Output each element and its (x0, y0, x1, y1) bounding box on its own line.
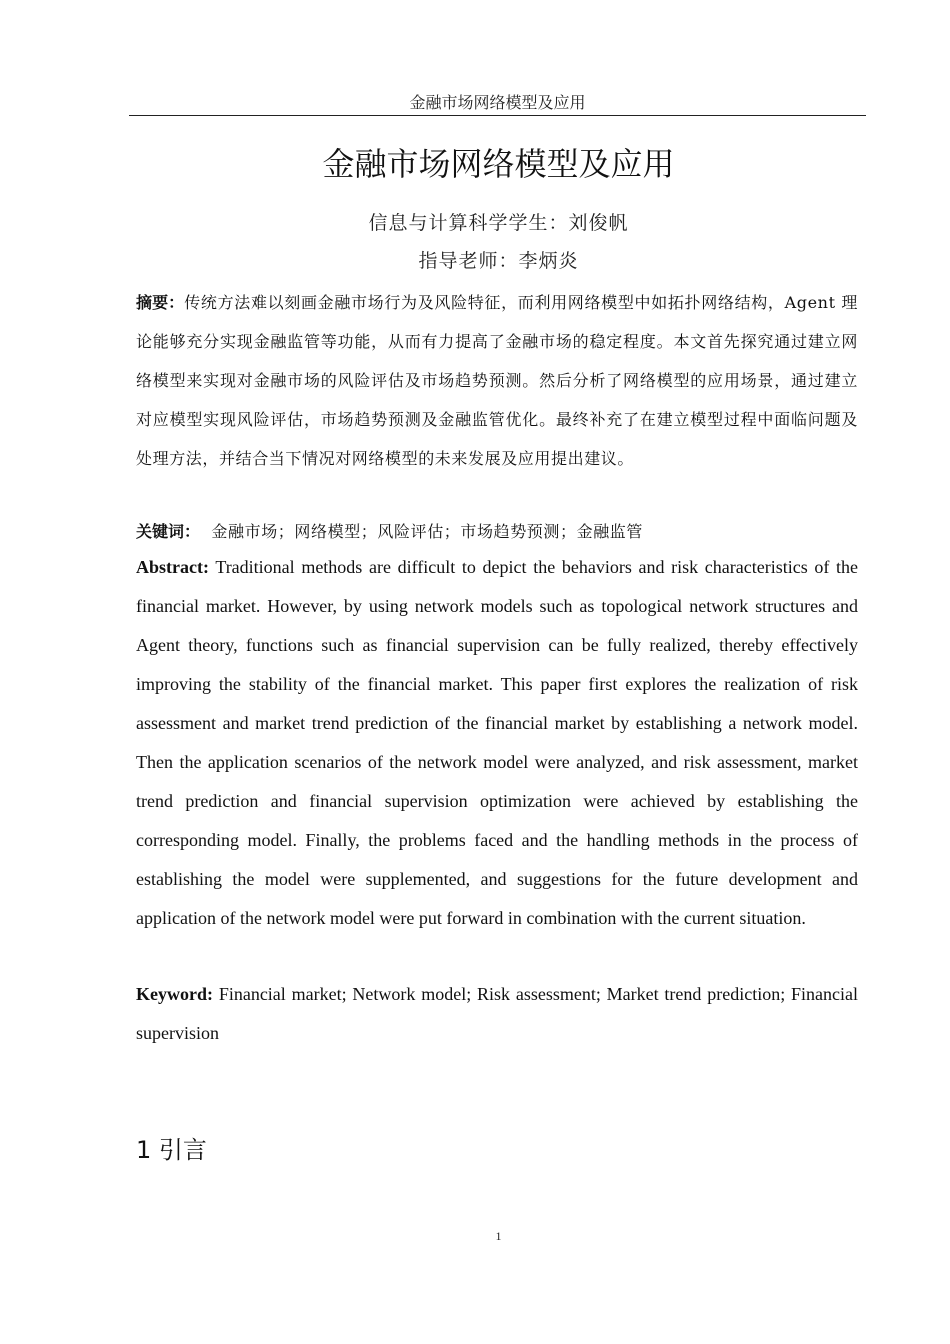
page-number: 1 (495, 1229, 502, 1243)
abstract-en-label: Abstract: (136, 557, 209, 577)
author-line: 信息与计算科学学生：刘俊帆 (368, 212, 629, 234)
abstract-cn-label: 摘要 (136, 293, 169, 312)
keywords-en (136, 975, 858, 1053)
keywords-en-text: Financial market; Network model; Risk assessment; Market trend prediction; Financial supervision (136, 984, 859, 1043)
header-rule (129, 115, 866, 116)
abstract-cn-separator: ： (168, 293, 185, 312)
keywords-cn (136, 512, 858, 551)
running-header: 金融市场网络模型及应用 (409, 93, 586, 112)
page-title: 金融市场网络模型及应用 (322, 145, 675, 183)
abstract-en (136, 548, 858, 938)
advisor-line: 指导老师：李炳炎 (418, 250, 579, 272)
abstract-en-text: Traditional methods are difficult to depict the behaviors and risk characteristics of the financial market. However, by using network models such as topological network structures and Agent theory, functions such as financial supervision can be fully realized, thereby effectively improving the stability of the financial market. This paper first explores the realization of risk assessment and market trend prediction of the financial market by establishing a network model. Then the application scenarios of the network model were analyzed, and risk assessment, market trend prediction and financial supervision optimization were achieved by establishing the corresponding model. Finally, the problems faced and the handling methods in the process of establishing the model were supplemented, and suggestions for the future development and application of the network model were put forward in combination with the current situation. (136, 557, 858, 928)
abstract-cn (136, 283, 858, 478)
keywords-cn-label: 关键词： (136, 522, 201, 541)
keywords-cn-text: 金融市场；网络模型；风险评估；市场趋势预测；金融监管 (211, 522, 643, 541)
keywords-en-label: Keyword: (136, 984, 213, 1004)
section-heading: 1 引言 (136, 1136, 207, 1164)
abstract-cn-text: 传统方法难以刻画金融市场行为及风险特征，而利用网络模型中如拓扑网络结构，Agent 理论能够充分实现金融监管等功能，从而有力提高了金融市场的稳定程度。本文首先探究通过建立网络模型来实现对金融市场的风险评估及市场趋势预测。然后分析了网络模型的应用场景，通过建立对应模型实现风险评估，市场趋势预测及金融监管优化。最终补充了在建立模型过程中面临问题及处理方法，并结合当下情况对网络模型的未来发展及应用提出建议。 (136, 293, 858, 468)
